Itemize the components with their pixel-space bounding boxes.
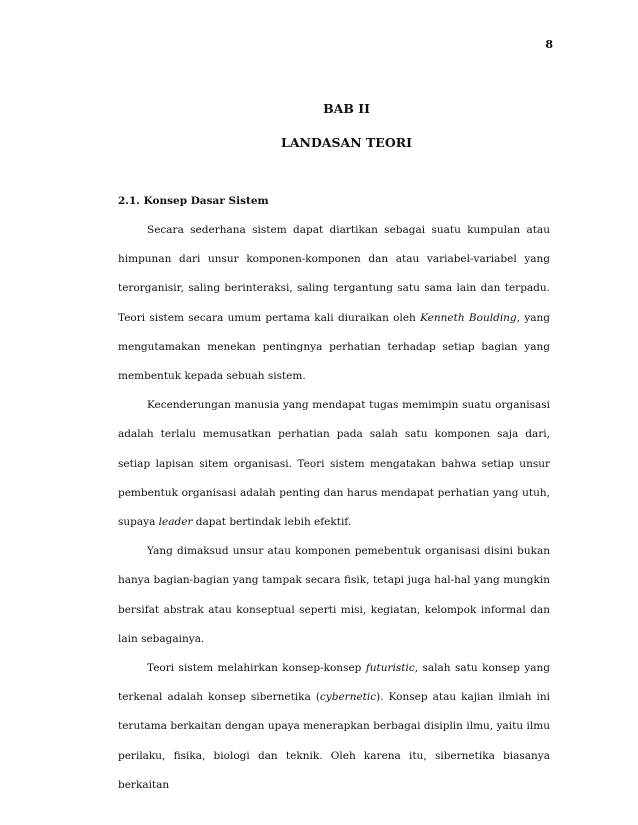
chapter-title: LANDASAN TEORI xyxy=(281,135,412,150)
paragraph-3 xyxy=(118,537,550,654)
paragraph-1-run-3: , yang mengutamakan menekan pentingnya perhatian terhadap setiap bagian yang membentuk kepada sebuah sistem. xyxy=(118,311,550,383)
paragraph-4 xyxy=(118,654,550,800)
page-number: 8 xyxy=(545,38,553,51)
paragraph-4-run-3: , salah satu konsep yang terkenal adalah konsep sibernetika ( xyxy=(118,662,550,704)
paragraph-2-run-3: dapat bertindak lebih efektif. xyxy=(192,516,352,529)
paragraph-2-run-1: Kecenderungan manusia yang mendapat tugas memimpin suatu organisasi adalah terlalu memusatkan perhatian pada salah satu komponen saja dari, setiap lapisan sitem organisasi. Teori sistem mengatakan bahwa setiap unsur pembentuk organisasi adalah penting dan harus mendapat perhatian yang utuh, supaya xyxy=(118,399,550,529)
paragraph-4-run-4: cybernetic xyxy=(319,691,377,704)
paragraph-1-run-2: Kenneth Boulding xyxy=(420,311,517,324)
chapter-header xyxy=(0,92,638,160)
paragraph-4-run-2: futuristic xyxy=(365,662,415,675)
paragraph-2-run-2: leader xyxy=(158,516,193,529)
paragraph-3-run-1: Yang dimaksud unsur atau komponen pemebentuk organisasi disini bukan hanya bagian-bagian yang tampak secara fisik, tetapi juga hal-hal yang mungkin bersifat abstrak atau konseptual seperti misi, kegiatan, kelompok informal dan lain sebagainya. xyxy=(118,545,550,645)
paragraph-2 xyxy=(118,391,550,537)
body-text xyxy=(118,187,550,800)
paragraph-4-run-1: Teori sistem melahirkan konsep-konsep xyxy=(147,662,366,675)
paragraph-4-run-5: ). Konsep atau kajian ilmiah ini terutama berkaitan dengan upaya menerapkan berbagai disiplin ilmu, yaitu ilmu perilaku, fisika, biologi dan teknik. Oleh karena itu, sibernetika biasanya berkaitan xyxy=(118,691,550,791)
section-heading: 2.1. Konsep Dasar Sistem xyxy=(118,195,269,207)
chapter-number: BAB II xyxy=(323,101,370,116)
paragraph-1 xyxy=(118,216,550,391)
paragraph-1-run-1: Secara sederhana sistem dapat diartikan sebagai suatu kumpulan atau himpunan dari unsur komponen-komponen dan atau variabel-variabel yang terorganisir, saling berinteraksi, saling tergantung satu sama lain dan terpadu. Teori sistem secara umum pertama kali diuraikan oleh xyxy=(118,224,550,324)
